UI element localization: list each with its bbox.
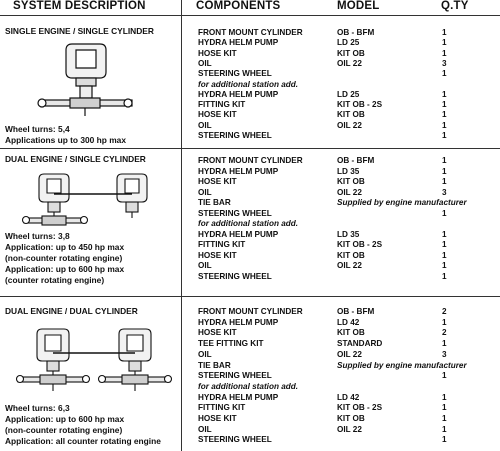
component-name: STEERING WHEEL: [198, 208, 272, 218]
section-note: Wheel turns: 6,3: [5, 403, 70, 413]
table-row: [0, 425, 500, 435]
component-model: KIT OB - 2S: [337, 403, 383, 413]
table-row: [0, 414, 500, 424]
component-model: OIL 22: [337, 187, 362, 197]
component-name: FITTING KIT: [198, 100, 246, 110]
component-name: TIE BAR: [198, 198, 231, 207]
header-divider: [0, 15, 500, 16]
section-note: (non-counter rotating engine): [5, 253, 123, 263]
component-name: OIL: [198, 187, 212, 197]
component-model: LD 25: [337, 89, 360, 99]
section-note: (non-counter rotating engine): [5, 425, 123, 435]
component-model: KIT OB - 2S: [337, 100, 383, 110]
header-qty: Q.TY: [441, 0, 469, 12]
component-qty: 2: [442, 328, 447, 338]
table-row-note: [0, 219, 500, 229]
table-row: [0, 38, 500, 48]
component-model: OIL 22: [337, 58, 362, 68]
additional-station-note: for additional station add.: [198, 219, 299, 228]
component-name: OIL: [198, 424, 212, 434]
component-qty: 1: [442, 371, 447, 381]
component-model: KIT OB: [337, 250, 365, 260]
component-model: LD 35: [337, 229, 360, 239]
component-model: KIT OB: [337, 177, 365, 186]
component-name: HOSE KIT: [198, 328, 237, 338]
component-qty: 1: [442, 414, 447, 423]
table-row: [0, 59, 500, 69]
component-qty: 1: [442, 240, 447, 249]
table-row: [0, 251, 500, 261]
component-name: HYDRA HELM PUMP: [198, 229, 279, 239]
table-row: [0, 272, 500, 282]
component-model: LD 35: [337, 166, 360, 176]
section-note: Application: up to 600 hp max: [5, 264, 125, 274]
table-row: [0, 49, 500, 59]
table-row-note: [0, 382, 500, 392]
component-model: KIT OB: [337, 48, 365, 58]
component-qty: 1: [442, 403, 447, 413]
section-note: Application: up to 600 hp max: [5, 414, 125, 424]
section-title: DUAL ENGINE / DUAL CYLINDER: [5, 306, 138, 316]
component-name: HOSE KIT: [198, 250, 237, 260]
component-model: OB - BFM: [337, 28, 375, 37]
component-qty: 1: [442, 120, 447, 130]
section-note: Application: up to 450 hp max: [5, 242, 125, 252]
component-name: HOSE KIT: [198, 177, 237, 186]
component-model: OIL 22: [337, 120, 362, 130]
component-qty: 1: [442, 48, 447, 58]
table-row: [0, 28, 500, 38]
section-divider: [0, 148, 500, 149]
component-model: OIL 22: [337, 349, 362, 359]
supplier-note: Supplied by engine manufacturer: [337, 360, 467, 370]
component-qty: 1: [442, 166, 447, 176]
table-row: [0, 318, 500, 328]
component-model: LD 42: [337, 392, 360, 402]
table-row: [0, 435, 500, 445]
component-qty: 1: [442, 229, 447, 239]
supplier-note: Supplied by engine manufacturer: [337, 198, 467, 207]
component-qty: 2: [442, 307, 447, 316]
component-name: TEE FITTING KIT: [198, 339, 264, 349]
section-title: SINGLE ENGINE / SINGLE CYLINDER: [5, 26, 154, 36]
table-row: [0, 230, 500, 240]
component-name: HYDRA HELM PUMP: [198, 317, 279, 327]
component-name: STEERING WHEEL: [198, 435, 272, 445]
component-qty: 1: [442, 424, 447, 434]
component-name: OIL: [198, 349, 212, 359]
header-model: MODEL: [337, 0, 380, 12]
table-row: [0, 339, 500, 349]
component-name: STEERING WHEEL: [198, 131, 272, 140]
table-row: [0, 90, 500, 100]
component-qty: 1: [442, 250, 447, 260]
additional-station-note: for additional station add.: [198, 381, 299, 391]
table-row: [0, 198, 500, 208]
section-note: Wheel turns: 3,8: [5, 231, 70, 241]
table-row: [0, 361, 500, 371]
component-model: LD 25: [337, 38, 360, 48]
component-name: OIL: [198, 261, 212, 270]
section-note: Applications up to 300 hp max: [5, 135, 126, 145]
component-qty: 3: [442, 187, 447, 197]
table-row: [0, 100, 500, 110]
table-row: [0, 167, 500, 177]
section-note: (counter rotating engine): [5, 275, 105, 285]
table-row: [0, 131, 500, 141]
header-components: COMPONENTS: [196, 0, 281, 12]
table-row: [0, 240, 500, 250]
table-row: [0, 307, 500, 317]
component-name: FITTING KIT: [198, 403, 246, 413]
component-qty: 1: [442, 435, 447, 445]
table-row: [0, 188, 500, 198]
component-qty: 1: [442, 208, 447, 218]
table-row: [0, 156, 500, 166]
component-model: OIL 22: [337, 424, 362, 434]
table-row: [0, 350, 500, 360]
component-name: FITTING KIT: [198, 240, 246, 249]
table-row: [0, 209, 500, 219]
component-name: FRONT MOUNT CYLINDER: [198, 307, 303, 316]
component-name: HOSE KIT: [198, 48, 237, 58]
component-name: STEERING WHEEL: [198, 69, 272, 79]
component-name: HOSE KIT: [198, 414, 237, 423]
section-note: Application: all counter rotating engine: [5, 436, 161, 446]
table-row: [0, 69, 500, 79]
component-qty: 3: [442, 349, 447, 359]
header-system-description: SYSTEM DESCRIPTION: [13, 0, 146, 12]
component-name: HOSE KIT: [198, 110, 237, 120]
component-model: OB - BFM: [337, 307, 375, 316]
component-name: STEERING WHEEL: [198, 371, 272, 381]
component-name: HYDRA HELM PUMP: [198, 166, 279, 176]
component-qty: 1: [442, 261, 447, 270]
component-qty: 1: [442, 100, 447, 110]
component-name: OIL: [198, 120, 212, 130]
component-model: KIT OB - 2S: [337, 240, 383, 249]
component-model: OB - BFM: [337, 156, 375, 165]
component-qty: 1: [442, 339, 447, 349]
component-qty: 1: [442, 392, 447, 402]
component-qty: 1: [442, 110, 447, 120]
section-note: Wheel turns: 5,4: [5, 124, 70, 134]
component-name: HYDRA HELM PUMP: [198, 392, 279, 402]
component-name: FRONT MOUNT CYLINDER: [198, 156, 303, 165]
component-model: KIT OB: [337, 414, 365, 423]
component-name: TIE BAR: [198, 360, 231, 370]
table-row: [0, 328, 500, 338]
component-name: HYDRA HELM PUMP: [198, 38, 279, 48]
table-row: [0, 110, 500, 120]
component-model: STANDARD: [337, 339, 383, 349]
additional-station-note: for additional station add.: [198, 79, 299, 89]
component-qty: 1: [442, 38, 447, 48]
component-name: FRONT MOUNT CYLINDER: [198, 28, 303, 37]
component-qty: 1: [442, 28, 447, 37]
table-row-note: [0, 80, 500, 90]
component-qty: 1: [442, 317, 447, 327]
component-name: OIL: [198, 58, 212, 68]
component-qty: 1: [442, 69, 447, 79]
component-qty: 3: [442, 58, 447, 68]
component-name: HYDRA HELM PUMP: [198, 89, 279, 99]
component-qty: 1: [442, 89, 447, 99]
component-model: KIT OB: [337, 328, 365, 338]
table-row: [0, 371, 500, 381]
table-row: [0, 261, 500, 271]
component-qty: 1: [442, 156, 447, 165]
component-qty: 1: [442, 131, 447, 140]
table-row: [0, 177, 500, 187]
component-model: LD 42: [337, 317, 360, 327]
section-title: DUAL ENGINE / SINGLE CYLINDER: [5, 154, 146, 164]
component-model: OIL 22: [337, 261, 362, 270]
component-qty: 1: [442, 271, 447, 281]
table-row: [0, 121, 500, 131]
table-row: [0, 403, 500, 413]
component-name: STEERING WHEEL: [198, 271, 272, 281]
table-row: [0, 393, 500, 403]
component-qty: 1: [442, 177, 447, 186]
component-model: KIT OB: [337, 110, 365, 120]
section-divider: [0, 296, 500, 297]
